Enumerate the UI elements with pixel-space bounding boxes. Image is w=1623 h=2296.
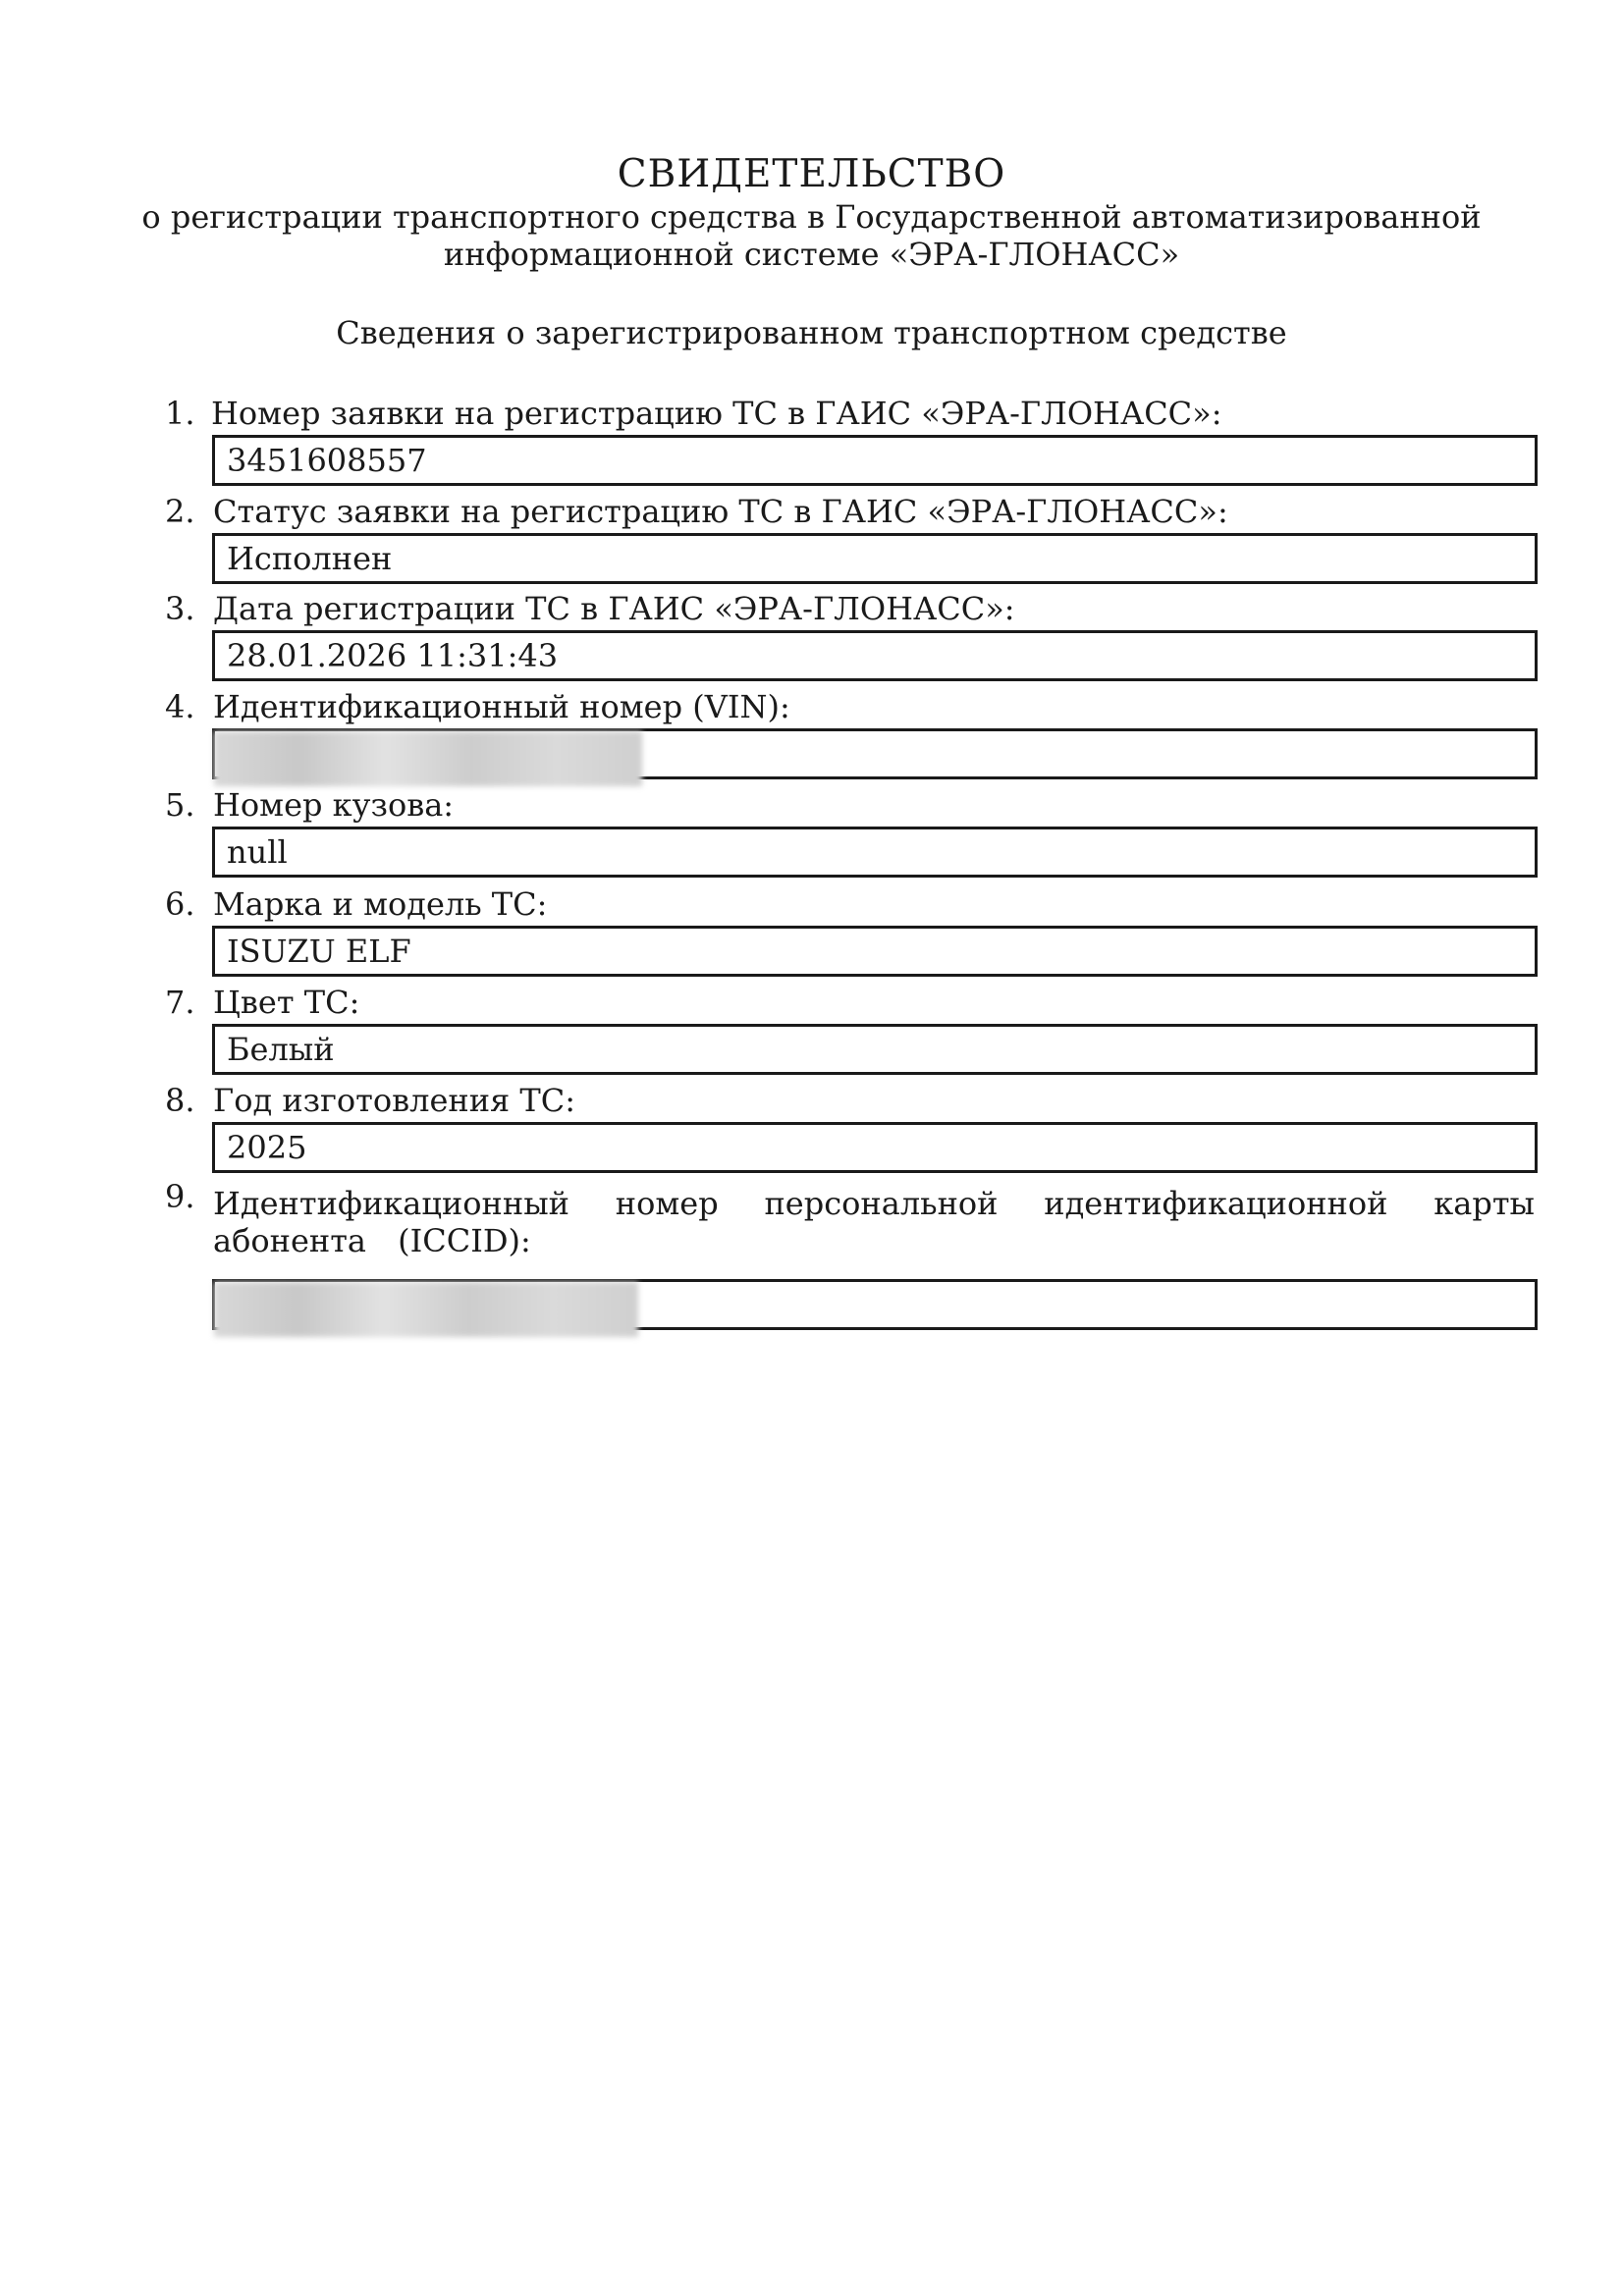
document-subtitle-line-2: информационной системе «ЭРА-ГЛОНАСС» xyxy=(443,236,1180,273)
value-box xyxy=(212,926,1538,977)
section-title: Сведения о зарегистрированном транспортном средстве xyxy=(336,314,1287,351)
document-subtitle-line-1: о регистрации транспортного средства в Государственной автоматизированной xyxy=(141,198,1482,236)
item-number: 1. xyxy=(165,395,195,432)
item-label: Цвет ТС: xyxy=(213,984,360,1021)
item-number: 5. xyxy=(165,786,195,824)
redacted-iccid xyxy=(214,1282,638,1337)
item-number: 6. xyxy=(165,885,195,923)
value-box xyxy=(212,728,1538,779)
item-number: 8. xyxy=(165,1082,195,1119)
item-label: Статус заявки на регистрацию ТС в ГАИС «ЭРА-ГЛОНАСС»: xyxy=(213,493,1228,530)
value-box xyxy=(212,1024,1538,1075)
item-label: Номер заявки на регистрацию ТС в ГАИС «ЭРА-ГЛОНАСС»: xyxy=(211,395,1222,432)
application-number-value: 3451608557 xyxy=(227,442,427,479)
application-status-value: Исполнен xyxy=(227,540,393,577)
value-box xyxy=(212,630,1538,681)
item-number: 9. xyxy=(165,1178,195,1215)
item-label: Год изготовления ТС: xyxy=(213,1082,576,1119)
document-title: СВИДЕТЕЛЬСТВО xyxy=(617,152,1006,196)
make-model-value: ISUZU ELF xyxy=(227,933,411,970)
item-label: Номер кузова: xyxy=(213,786,455,824)
redacted-vin xyxy=(214,731,642,786)
value-box xyxy=(212,533,1538,584)
item-label: Марка и модель ТС: xyxy=(213,885,548,923)
value-box xyxy=(212,435,1538,486)
color-value: Белый xyxy=(227,1031,335,1068)
item-label: Идентификационный номер (VIN): xyxy=(213,688,790,725)
value-box xyxy=(212,1279,1538,1330)
item-label: Идентификационный номер персональной идентификационной карты абонента (ICCID): xyxy=(213,1185,1535,1259)
document-header xyxy=(0,151,1623,273)
value-box xyxy=(212,1122,1538,1173)
value-box xyxy=(212,827,1538,878)
item-label: Дата регистрации ТС в ГАИС «ЭРА-ГЛОНАСС»: xyxy=(213,590,1015,627)
item-number: 4. xyxy=(165,688,195,725)
registration-date-value: 28.01.2026 11:31:43 xyxy=(227,637,559,674)
item-number: 3. xyxy=(165,590,195,627)
year-value: 2025 xyxy=(227,1129,307,1166)
item-number: 7. xyxy=(165,984,195,1021)
body-number-value: null xyxy=(227,833,288,871)
item-number: 2. xyxy=(165,493,195,530)
